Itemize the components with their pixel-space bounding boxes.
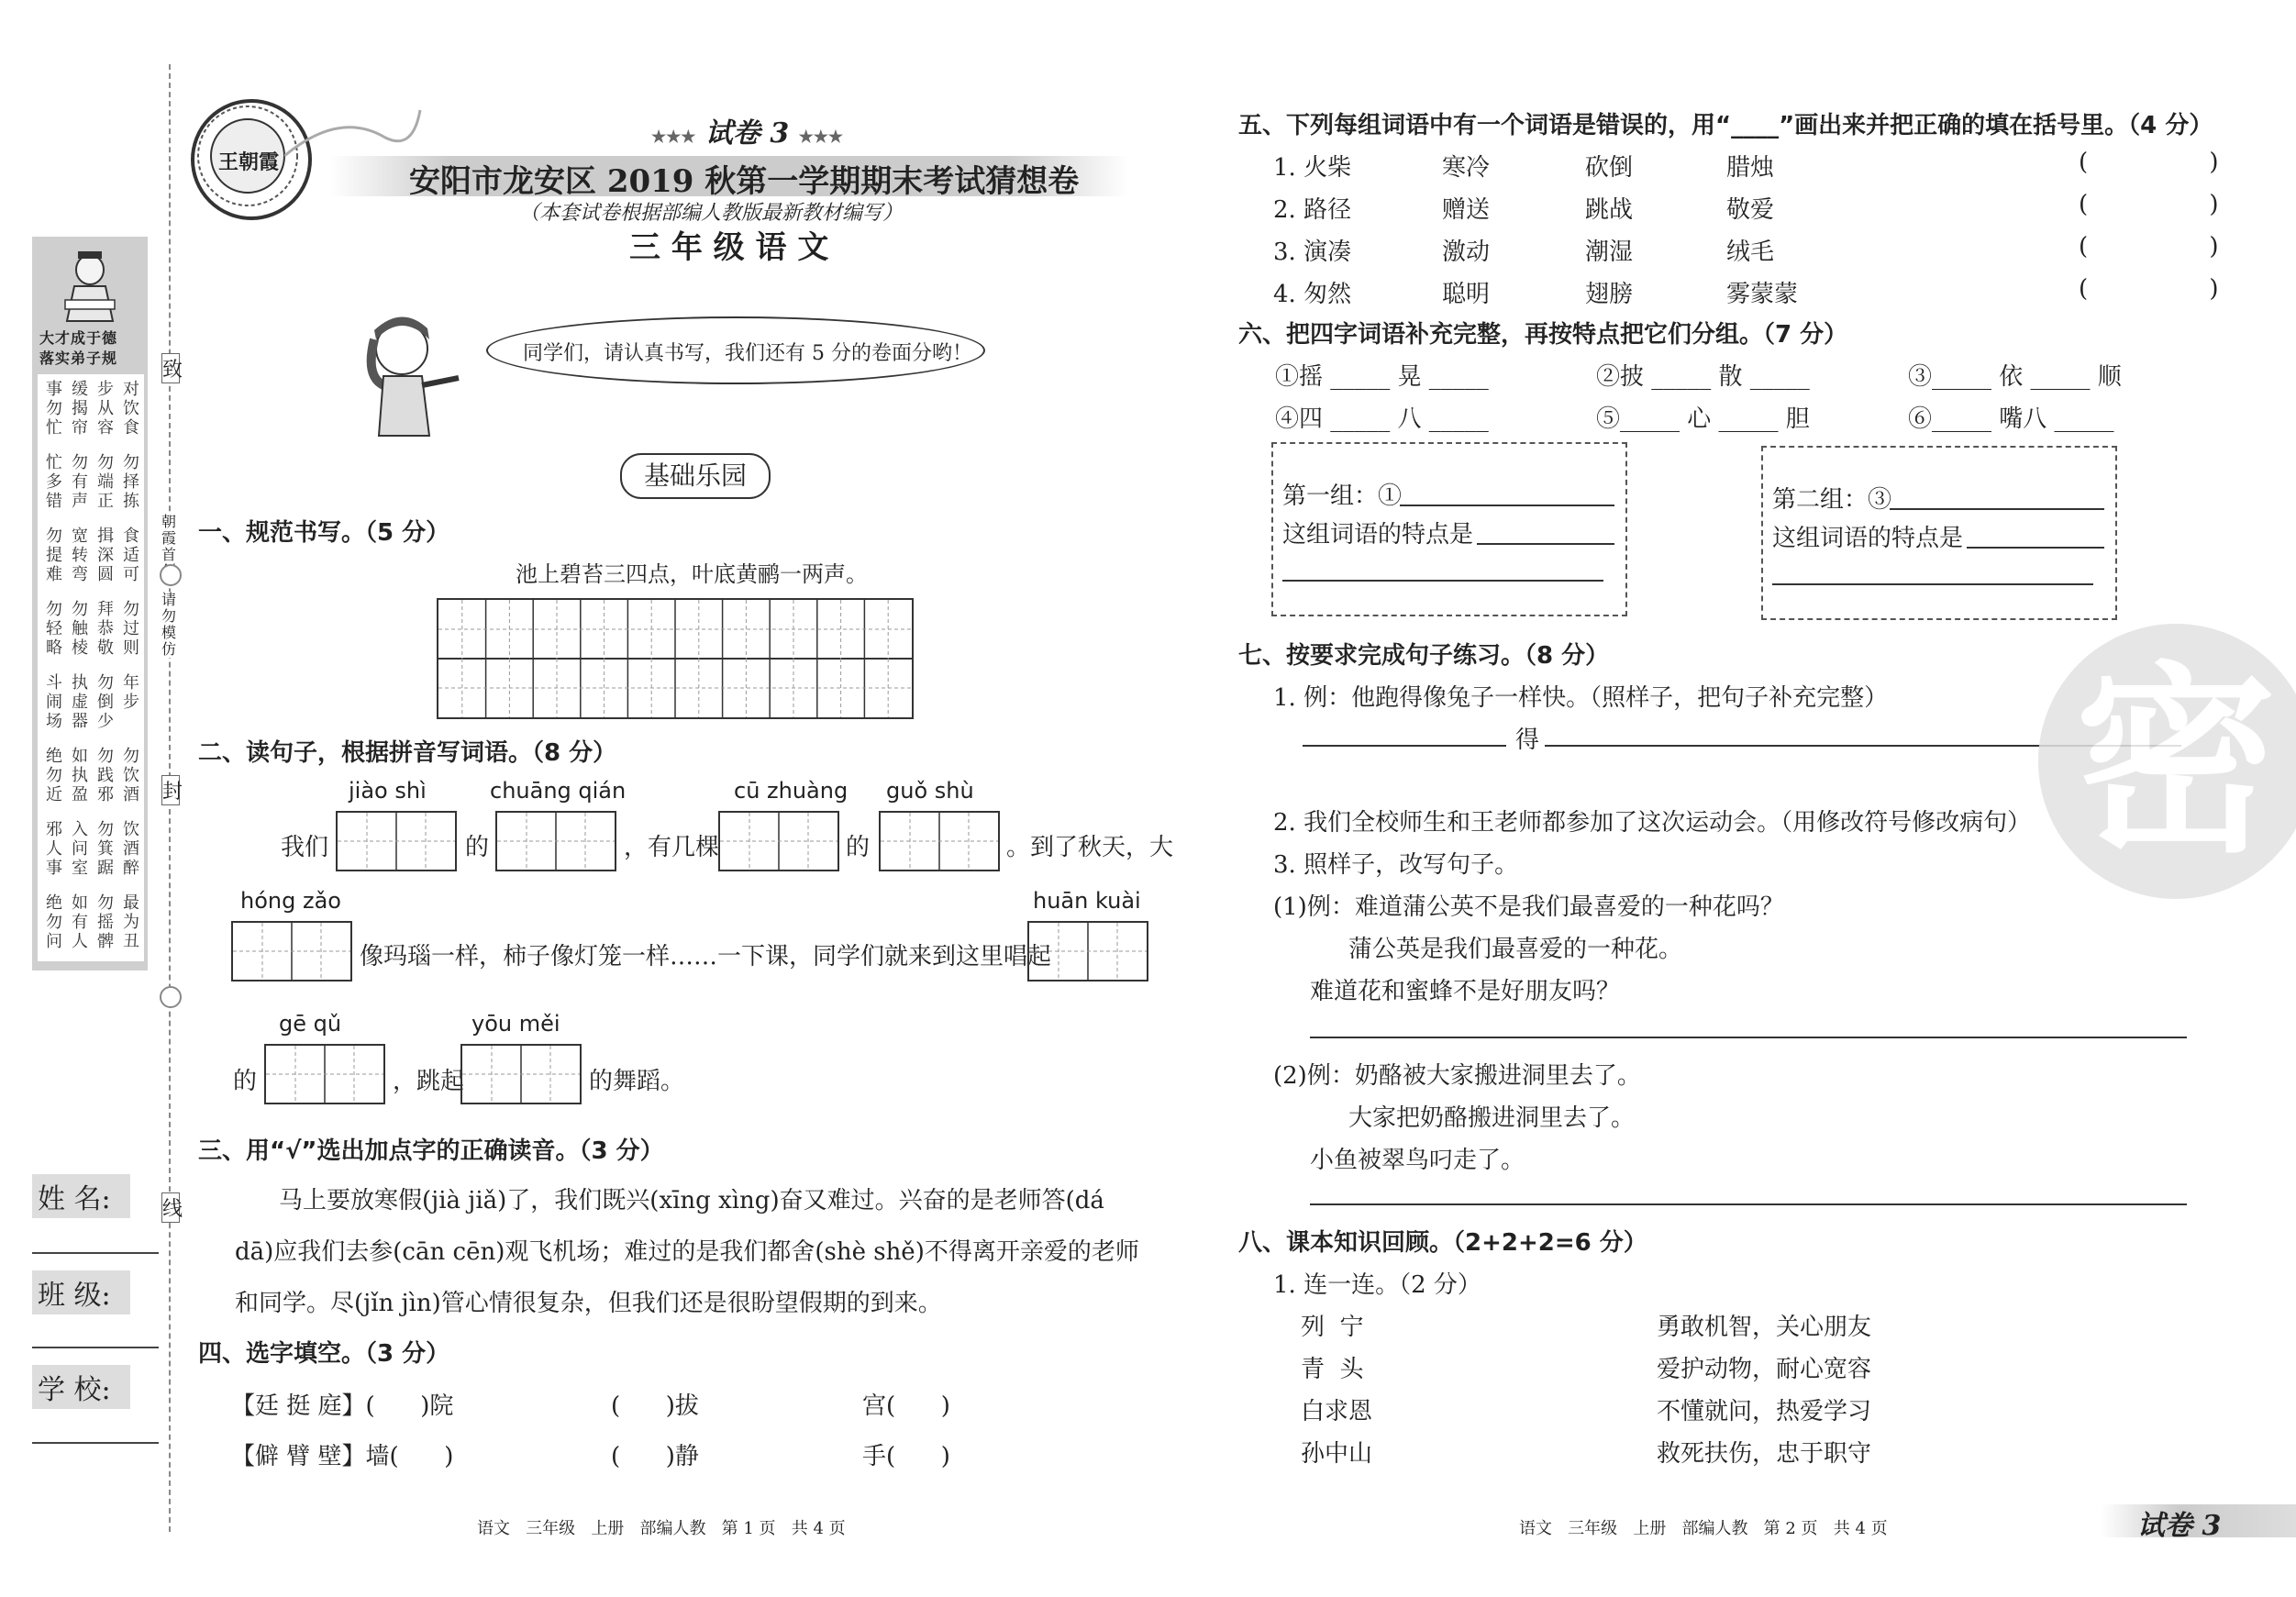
q7-e2-field[interactable] (1310, 1203, 2187, 1205)
q3-title: 三、用“√”选出加点字的正确读音。（3 分） (198, 1137, 664, 1165)
q5-word[interactable]: 3. 演凑 (1273, 238, 1352, 266)
q6-group-1-feature-field[interactable] (1477, 543, 1614, 545)
q7-s1: 1. 例：他跑得像兔子一样快。（照样子，把句子补充完整） (1273, 684, 1889, 712)
motto-column: 拜恭敬 (97, 600, 114, 658)
motto-column: 事勿忙 (46, 380, 62, 438)
girl-illustration-icon (356, 312, 466, 440)
motto-column: 勿轻略 (46, 600, 62, 658)
sidebar-slogan-1: 大才成于德 (39, 329, 118, 347)
motto-column: 勿倒少 (97, 673, 114, 731)
footer-right: 语文 三年级 上册 部编人教 第 2 页 共 4 页 (1519, 1519, 1888, 1538)
motto-column: 绝勿问 (46, 893, 62, 951)
q7-de: 得 (1515, 726, 1540, 754)
q5-word[interactable]: 腊烛 (1726, 154, 1775, 182)
class-field[interactable] (32, 1347, 159, 1348)
q4-row1-b[interactable]: ( )拔 (611, 1392, 699, 1420)
q2-pinyin-3: cū zhuàng (734, 778, 849, 804)
motto-column: 如有人 (72, 893, 88, 951)
motto-column: 勿有声 (72, 453, 88, 511)
stars-right: ★★★ (798, 128, 844, 147)
motto-column: 勿饮酒 (123, 747, 139, 804)
motto-column: 斗闹场 (46, 673, 62, 731)
q8-left-item[interactable]: 孙中山 (1301, 1440, 1373, 1468)
q7-e1a: (1)例：难道蒲公英不是我们最喜爱的一种花吗？ (1273, 893, 1784, 921)
q2-pinyin-7: gē qǔ (279, 1011, 342, 1037)
q6-group-1-feature-field-2[interactable] (1282, 580, 1603, 582)
class-label: 班 级: (32, 1270, 130, 1314)
q5-answer-paren[interactable]: ( ) (2079, 191, 2219, 218)
secret-stamp (2038, 624, 2296, 899)
q7-s1-field-1[interactable] (1303, 745, 1506, 747)
motto-column: 最为丑 (123, 893, 139, 951)
q2-text-4: 的 (846, 834, 871, 861)
q1-poem: 池上碧苔三四点，叶底黄鹂一两声。 (516, 561, 868, 587)
q7-e2c: 小鱼被翠鸟叼走了。 (1310, 1147, 1525, 1174)
q2-answer-box-6[interactable] (1027, 921, 1148, 981)
q2-text-1: 我们 (281, 834, 329, 861)
binding-mark-5: 线 (161, 1192, 180, 1223)
motto-column: 勿触棱 (72, 600, 88, 658)
q2-text-9: 的舞蹈。 (589, 1068, 685, 1095)
motto-column: 执虚器 (72, 673, 88, 731)
q6-title: 六、把四字词语补充完整，再按特点把它们分组。（7 分） (1238, 321, 1848, 349)
q5-word[interactable]: 跳战 (1585, 196, 1634, 224)
q4-title: 四、选字填空。（3 分） (198, 1340, 450, 1368)
q2-text-8: ，跳起 (393, 1068, 465, 1095)
q5-word[interactable]: 砍倒 (1585, 154, 1634, 182)
motto-column: 勿端正 (97, 453, 114, 511)
footer-left: 语文 三年级 上册 部编人教 第 1 页 共 4 页 (477, 1519, 846, 1538)
q4-row1-a[interactable]: 【廷 挺 庭】( )院 (231, 1392, 454, 1420)
q2-pinyin-2: chuāng qián (490, 778, 627, 804)
q6-group-1-field[interactable] (1400, 505, 1614, 506)
q8-left-item[interactable]: 列 宁 (1301, 1314, 1364, 1341)
q1-writing-grid[interactable] (437, 598, 914, 719)
q8-sub: 1. 连一连。（2 分） (1273, 1271, 1481, 1299)
motto-column: 饮酒醉 (123, 820, 139, 878)
scholar-figure-icon (58, 250, 122, 323)
q3-line-3: 和同学。尽(jǐn jìn)管心情很复杂，但我们还是很盼望假期的到来。 (235, 1290, 942, 1317)
q2-text-2: 的 (465, 834, 490, 861)
q7-e1-field[interactable] (1310, 1037, 2187, 1038)
series-label (651, 110, 843, 150)
q8-right-item[interactable]: 不懂就问，热爱学习 (1657, 1398, 1872, 1425)
exam-title: 安阳市龙安区 2019 秋第一学期期末考试猜想卷 (409, 163, 1080, 200)
q5-word[interactable]: 潮湿 (1585, 238, 1634, 266)
q6-item-6[interactable]: ⑥_____ 嘴八 _____ (1908, 405, 2114, 433)
q5-word[interactable]: 寒冷 (1442, 154, 1491, 182)
q2-pinyin-6: huān kuài (1033, 888, 1141, 914)
q5-word[interactable]: 雾蒙蒙 (1726, 281, 1799, 308)
series-text: 试卷 3 (704, 117, 790, 150)
q2-answer-box-3[interactable] (718, 811, 839, 871)
sidebar-motto-panel (32, 237, 148, 970)
punch-hole-icon (160, 564, 182, 586)
speech-text: 同学们，请认真书写，我们还有 5 分的卷面分哟！ (523, 342, 972, 365)
q2-text-7: 的 (233, 1068, 258, 1095)
motto-column: 食适可 (123, 527, 139, 584)
motto-column: 缓揭帘 (72, 380, 88, 438)
q2-pinyin-1: jiào shì (349, 778, 427, 804)
q2-answer-box-8[interactable] (460, 1044, 582, 1104)
q3-line-2: dā)应我们去参(cān cēn)观飞机场；难过的是我们都舍(shè shě)不得离开亲爱的老师 (235, 1238, 1139, 1266)
motto-column: 忙多错 (46, 453, 62, 511)
q6-item-1[interactable]: ①摇 _____ 晃 _____ (1275, 363, 1489, 391)
q6-item-4[interactable]: ④四 _____ 八 _____ (1275, 405, 1489, 433)
punch-hole-icon (160, 986, 182, 1008)
motto-column: 勿过则 (123, 600, 139, 658)
binding-mark-3: 请勿模仿 (161, 591, 177, 658)
q2-text-6: 像玛瑙一样，柿子像灯笼一样……一下课，同学们就来到这里唱起 (360, 943, 1052, 970)
q6-item-5[interactable]: ⑤_____ 心 _____ 胆 (1596, 405, 1810, 433)
exam-subtitle: （本套试卷根据部编人教版最新教材编写） (519, 202, 904, 225)
motto-column: 年步 (123, 673, 139, 712)
q4-row2-c[interactable]: 手( ) (862, 1443, 950, 1470)
name-label: 姓 名: (32, 1174, 130, 1218)
q7-e2a: (2)例：奶酪被大家搬进洞里去了。 (1273, 1062, 1641, 1090)
q5-word[interactable]: 2. 路径 (1273, 196, 1352, 224)
motto-column: 宽转弯 (72, 527, 88, 584)
binding-mark-1: 致 (161, 353, 180, 383)
motto-column: 勿提难 (46, 527, 62, 584)
q5-word[interactable]: 敬爱 (1726, 196, 1775, 224)
q5-word[interactable]: 赠送 (1442, 196, 1491, 224)
q8-title: 八、课本知识回顾。（2+2+2=6 分） (1238, 1229, 1647, 1257)
stars-left: ★★★ (651, 128, 696, 147)
q5-word[interactable]: 翅膀 (1585, 281, 1634, 308)
name-field[interactable] (32, 1252, 159, 1254)
q5-title: 五、下列每组词语中有一个词语是错误的，用“____”画出来并把正确的填在括号里。（4 分） (1238, 112, 2213, 139)
q7-e1c: 难道花和蜜蜂不是好朋友吗？ (1310, 978, 1621, 1005)
q8-right-item[interactable]: 爱护动物，耐心宽容 (1657, 1356, 1872, 1383)
q2-pinyin-4: guǒ shù (886, 778, 974, 804)
q2-text-5: 。到了秋天，大 (1006, 834, 1174, 861)
q6-group-2-feature-field-2[interactable] (1772, 583, 2093, 585)
q4-row2-a[interactable]: 【僻 臂 壁】墙( ) (231, 1443, 454, 1470)
q5-answer-paren[interactable]: ( ) (2079, 275, 2219, 303)
motto-column: 入问室 (72, 820, 88, 878)
q6-item-3[interactable]: ③_____ 依 _____ 顺 (1908, 363, 2122, 391)
q7-e2b: 大家把奶酪搬进洞里去了。 (1348, 1104, 1636, 1132)
q5-answer-paren[interactable]: ( ) (2079, 233, 2219, 261)
stamp-text: 密 (2075, 642, 2278, 880)
q6-group-2-label: 第二组：③ (1772, 486, 1892, 514)
q2-answer-box-1[interactable] (336, 811, 457, 871)
q2-answer-box-4[interactable] (879, 811, 1000, 871)
motto-column: 揖深圆 (97, 527, 114, 584)
q2-answer-box-5[interactable] (231, 921, 352, 981)
q3-line-1: 马上要放寒假(jià jiǎ)了，我们既兴(xīng xìng)奋又难过。兴奋的是老师答(dá (279, 1187, 1104, 1214)
binding-mark-4: 封 (161, 775, 180, 805)
q2-answer-box-2[interactable] (495, 811, 616, 871)
q5-word[interactable]: 1. 火柴 (1273, 154, 1352, 182)
school-field[interactable] (32, 1442, 159, 1444)
q6-group-1-feature: 这组词语的特点是 (1282, 521, 1474, 549)
motto-column: 勿践邪 (97, 747, 114, 804)
section-badge: 基础乐园 (620, 453, 771, 499)
q7-title: 七、按要求完成句子练习。（8 分） (1238, 642, 1610, 670)
q6-group-2-feature-field[interactable] (1967, 547, 2104, 549)
binding-mark-2: 朝霞首 (161, 514, 178, 580)
school-label: 学 校: (32, 1365, 130, 1409)
q7-s3: 3. 照样子，改写句子。 (1273, 851, 1519, 879)
motto-column: 勿摇髀 (97, 893, 114, 951)
q2-title: 二、读句子，根据拼音写词语。（8 分） (198, 739, 617, 767)
q4-row2-b[interactable]: ( )静 (611, 1443, 699, 1470)
q6-group-1-label: 第一组：① (1282, 482, 1403, 510)
exam-subject: 三 年 级 语 文 (629, 229, 829, 266)
motto-column: 勿箕踞 (97, 820, 114, 878)
q2-pinyin-5: hóng zǎo (240, 888, 341, 914)
q5-word[interactable]: 4. 匆然 (1273, 281, 1352, 308)
q2-text-3: ，有几棵 (624, 834, 720, 861)
footer-tag: 试卷 3 (2137, 1510, 2222, 1542)
sidebar-slogan-2: 落实弟子规 (39, 349, 118, 367)
q2-pinyin-8: yōu měi (471, 1011, 560, 1037)
q5-word[interactable]: 聪明 (1442, 281, 1491, 308)
q6-group-2-feature: 这组词语的特点是 (1772, 525, 1964, 552)
q6-item-2[interactable]: ②披 _____ 散 _____ (1596, 363, 1810, 391)
q1-title: 一、规范书写。（5 分） (198, 519, 450, 547)
q7-s2: 2. 我们全校师生和王老师都参加了这次运动会。（用修改符号修改病句） (1273, 809, 2032, 837)
q2-answer-box-7[interactable] (264, 1044, 385, 1104)
q5-word[interactable]: 激动 (1442, 238, 1491, 266)
q4-row1-c[interactable]: 宫( ) (862, 1392, 950, 1420)
q8-right-item[interactable]: 勇敢机智，关心朋友 (1657, 1314, 1872, 1341)
motto-column: 绝勿近 (46, 747, 62, 804)
q8-right-item[interactable]: 救死扶伤，忠于职守 (1657, 1440, 1872, 1468)
motto-column: 如执盈 (72, 747, 88, 804)
q8-left-item[interactable]: 青 头 (1301, 1356, 1364, 1383)
motto-column: 邪人事 (46, 820, 62, 878)
q5-word[interactable]: 绒毛 (1726, 238, 1775, 266)
motto-column: 步从容 (97, 380, 114, 438)
q8-left-item[interactable]: 白求恩 (1301, 1398, 1373, 1425)
logo-text: 王朝霞 (218, 150, 280, 174)
motto-column: 对饮食 (123, 380, 139, 438)
q6-group-2-field[interactable] (1890, 508, 2104, 510)
q5-answer-paren[interactable]: ( ) (2079, 149, 2219, 176)
q7-e1b: 蒲公英是我们最喜爱的一种花。 (1348, 936, 1683, 963)
motto-column: 勿择拣 (123, 453, 139, 511)
